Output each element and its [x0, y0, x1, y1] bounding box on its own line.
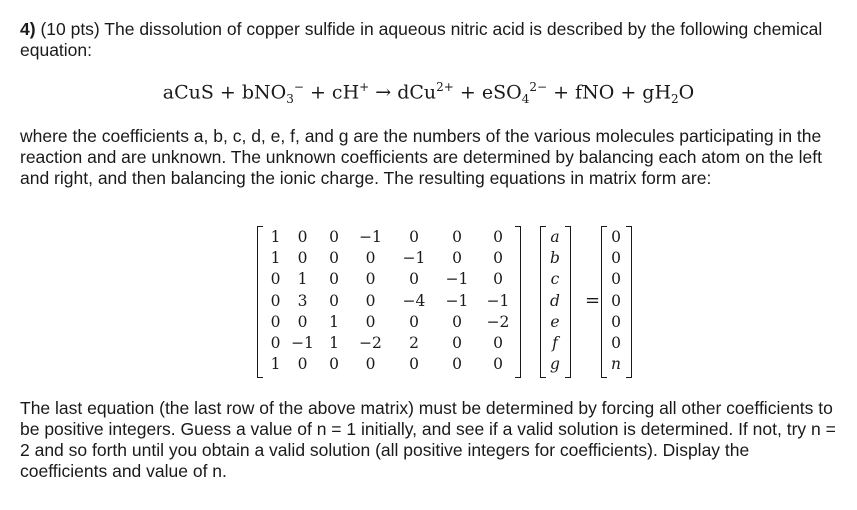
instructions-paragraph: The last equation (the last row of the above matrix) must be determined by forcing all other coefficients to be positive integers. Guess a value of n = 1 initially, and see if a valid solution is determined. If not, try n = 2 and so forth until you obtain a valid solution (all positive integers for coefficients). Display the coefficients and value of n.	[20, 398, 836, 481]
unknown-entry: e	[550, 312, 560, 331]
unknown-entry: g	[550, 355, 560, 374]
eq-term-5: + fNO + gH	[547, 81, 672, 104]
problem-statement	[20, 19, 840, 61]
matrix-cell: 1	[297, 270, 308, 289]
matrix-body	[265, 226, 518, 375]
unknowns-table	[545, 226, 565, 375]
matrix-cell: 2	[409, 334, 419, 353]
matrix-row	[265, 354, 518, 375]
unknowns-left-bracket	[540, 226, 546, 378]
matrix-cell: 0	[297, 227, 308, 246]
unknown-entry: b	[550, 248, 560, 267]
eq-sub-1: 3	[286, 92, 294, 107]
matrix-cell: 1	[329, 334, 339, 353]
matrix-cell: 0	[365, 355, 376, 374]
matrix-cell: 0	[493, 355, 503, 374]
matrix-cell: 0	[409, 227, 419, 246]
unknowns-body	[545, 226, 565, 375]
matrix-cell: −1	[359, 227, 382, 246]
matrix-cell: 0	[329, 291, 339, 310]
matrix-row	[265, 290, 518, 311]
matrix-cell: 1	[270, 248, 281, 267]
problem-intro-text: (10 pts) The dissolution of copper sulfide in aqueous nitric acid is described by the following chemical equation:	[20, 19, 823, 60]
matrix-cell: 0	[452, 355, 462, 374]
explanation-paragraph: where the coefficients a, b, c, d, e, f, and g are the numbers of the various molecules participating in the reaction and are unknown. The unknown coefficients are determined by balancing each atom on the left and right, and then balancing the ionic charge. The resulting equations in matrix form are:	[20, 126, 822, 188]
matrix-cell: 0	[493, 270, 503, 289]
unknown-row	[545, 247, 565, 268]
unknown-entry: c	[550, 270, 560, 289]
coefficient-matrix	[257, 226, 518, 375]
matrix-cell: −2	[486, 312, 510, 331]
rhs-row	[606, 226, 626, 247]
matrix-cell: −2	[359, 334, 382, 353]
unknown-row	[545, 269, 565, 290]
matrix-cell: 3	[297, 291, 308, 310]
matrix-cell: 0	[329, 270, 339, 289]
matrix-cell: −1	[445, 270, 469, 289]
matrix-cell: 0	[297, 355, 308, 374]
matrix-cell: 0	[409, 312, 419, 331]
rhs-row	[606, 247, 626, 268]
matrix-cell: −1	[445, 291, 469, 310]
unknown-row	[545, 332, 565, 353]
matrix-cell: 0	[365, 270, 376, 289]
matrix-cell: 0	[270, 270, 281, 289]
matrix-cell: 0	[493, 334, 503, 353]
rhs-entry: 0	[611, 312, 621, 331]
rhs-right-bracket	[626, 226, 632, 378]
matrix-cell: 0	[452, 334, 462, 353]
matrix-cell: 0	[297, 312, 308, 331]
unknown-row	[545, 290, 565, 311]
matrix-cell: 1	[270, 227, 281, 246]
rhs-body	[606, 226, 626, 375]
matrix-left-bracket	[257, 226, 263, 378]
matrix-cell: 0	[329, 355, 339, 374]
matrix-cell: 0	[493, 248, 503, 267]
chemical-equation	[0, 80, 857, 106]
eq-sup-1: −	[293, 80, 304, 94]
rhs-vector	[601, 226, 626, 375]
unknown-row	[545, 311, 565, 332]
matrix-cell: 0	[297, 248, 308, 267]
problem-number: 4)	[20, 19, 36, 39]
rhs-entry: 0	[611, 270, 621, 289]
matrix-cell: 1	[329, 312, 339, 331]
rhs-left-bracket	[601, 226, 607, 378]
matrix-cell: 0	[409, 270, 419, 289]
rhs-entry: 0	[611, 291, 621, 310]
matrix-row	[265, 332, 518, 353]
matrix-cell: −4	[402, 291, 426, 310]
eq-term-3: → dCu	[369, 81, 437, 104]
matrix-table	[265, 226, 518, 375]
unknown-entry: f	[552, 334, 558, 353]
rhs-row	[606, 269, 626, 290]
rhs-entry: 0	[611, 334, 621, 353]
eq-sup-4: 2−	[529, 80, 548, 94]
rhs-row	[606, 354, 626, 375]
rhs-row	[606, 332, 626, 353]
eq-term-2: + cH	[303, 81, 360, 104]
matrix-cell: 0	[452, 248, 462, 267]
eq-term-1: aCuS + bNO	[162, 81, 287, 104]
unknowns-right-bracket	[565, 226, 571, 378]
matrix-cell: −1	[486, 291, 510, 310]
matrix-row	[265, 247, 518, 268]
eq-sub-5: 2	[671, 92, 679, 107]
matrix-cell: 0	[329, 248, 339, 267]
matrix-cell: 1	[270, 355, 281, 374]
matrix-cell: 0	[365, 312, 376, 331]
rhs-row	[606, 290, 626, 311]
matrix-row	[265, 311, 518, 332]
matrix-cell: 0	[409, 355, 419, 374]
matrix-cell: 0	[270, 291, 281, 310]
matrix-cell: 0	[329, 227, 339, 246]
matrix-row	[265, 269, 518, 290]
matrix-row	[265, 226, 518, 247]
rhs-entry: 0	[611, 227, 621, 246]
unknown-entry: a	[550, 227, 560, 246]
matrix-right-bracket	[515, 226, 521, 378]
unknown-row	[545, 354, 565, 375]
matrix-cell: 0	[493, 227, 503, 246]
eq-sup-2: +	[359, 80, 370, 94]
matrix-cell: 0	[270, 312, 281, 331]
eq-term-6: O	[678, 81, 695, 104]
unknowns-vector	[540, 226, 565, 375]
matrix-cell: 0	[270, 334, 281, 353]
matrix-cell: 0	[365, 291, 376, 310]
rhs-entry: n	[611, 355, 621, 374]
matrix-cell: 0	[452, 227, 462, 246]
eq-sub-4: 4	[521, 92, 530, 107]
equals-sign: =	[585, 290, 601, 311]
unknown-row	[545, 226, 565, 247]
unknown-entry: d	[550, 291, 560, 310]
matrix-cell: 0	[452, 312, 462, 331]
matrix-cell: 0	[365, 248, 376, 267]
matrix-cell: −1	[291, 334, 314, 353]
matrix-cell: −1	[402, 248, 426, 267]
rhs-entry: 0	[611, 248, 621, 267]
eq-term-4: + eSO	[453, 81, 522, 104]
eq-sup-3: 2+	[436, 80, 454, 94]
rhs-table	[606, 226, 626, 375]
rhs-row	[606, 311, 626, 332]
